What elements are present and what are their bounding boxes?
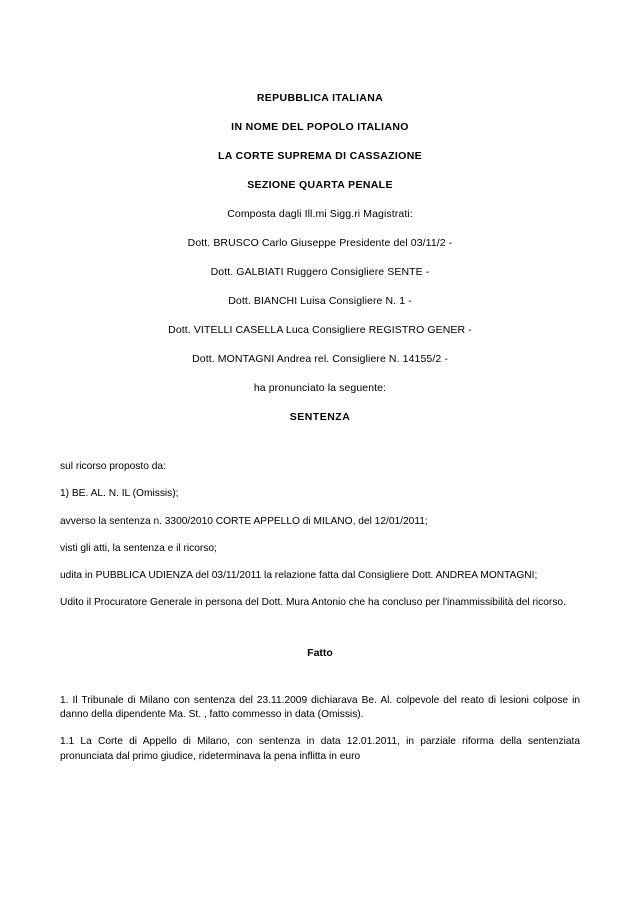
judge-bianchi: Dott. BIANCHI Luisa Consigliere N. 1 - <box>228 295 412 307</box>
fatto-paragraph-1: 1. Il Tribunale di Milano con sentenza del 23.11.2009 dichiarava Be. Al. colpevole del reato di lesioni colpose in danno della dipendente Ma. St. , fatto commesso in data (Omissis). <box>60 694 580 721</box>
judge-president: Dott. BRUSCO Carlo Giuseppe Presidente del 03/11/2 - <box>187 237 453 249</box>
hearing-paragraph: udita in PUBBLICA UDIENZA del 03/11/2011 la relazione fatta dal Consigliere Dott. ANDREA MONTAGNI; <box>60 570 538 582</box>
supreme-court-title: LA CORTE SUPREMA DI CASSAZIONE <box>218 150 422 162</box>
sentenza-heading: SENTENZA <box>289 411 351 423</box>
against-judgment-line: avverso la sentenza n. 3300/2010 CORTE APPELLO di MILANO, del 12/01/2011; <box>60 515 428 527</box>
section-title: SEZIONE QUARTA PENALE <box>247 179 393 191</box>
heading-spacer <box>60 660 580 694</box>
section-fatto <box>60 646 580 764</box>
appeal-intro: sul ricorso proposto da: <box>60 461 166 472</box>
judge-galbiati: Dott. GALBIATI Ruggero Consigliere SENTE - <box>210 266 430 278</box>
seen-records-line: visti gli atti, la sentenza e il ricorso; <box>60 542 217 554</box>
pronouncement-line: ha pronunciato la seguente: <box>253 382 387 394</box>
judge-vitelli-casella: Dott. VITELLI CASELLA Luca Consigliere REGISTRO GENER - <box>168 324 472 336</box>
composition-intro: Composta dagli Ill.mi Sigg.ri Magistrati: <box>227 208 413 220</box>
appellant-line: 1) BE. AL. N. IL (Omissis); <box>60 488 179 500</box>
republic-title: REPUBBLICA ITALIANA <box>256 92 384 104</box>
fatto-paragraph-2: 1.1 La Corte di Appello di Milano, con sentenza in data 12.01.2011, in parziale riforma della sentenziata pronunciata dal primo giudice, rideterminava la pena inflitta in euro <box>60 736 580 762</box>
judge-montagni-relatore: Dott. MONTAGNI Andrea rel. Consigliere N. 14155/2 - <box>192 353 448 365</box>
in-name-of-people-title: IN NOME DEL POPOLO ITALIANO <box>231 121 409 133</box>
masthead <box>60 0 580 432</box>
document-content <box>60 0 580 764</box>
section-heading-fatto: Fatto <box>307 646 333 659</box>
preamble-block <box>60 460 580 611</box>
prosecutor-paragraph: Udito il Procuratore Generale in persona del Dott. Mura Antonio che ha concluso per l'inammissibilità del ricorso. <box>60 597 566 609</box>
